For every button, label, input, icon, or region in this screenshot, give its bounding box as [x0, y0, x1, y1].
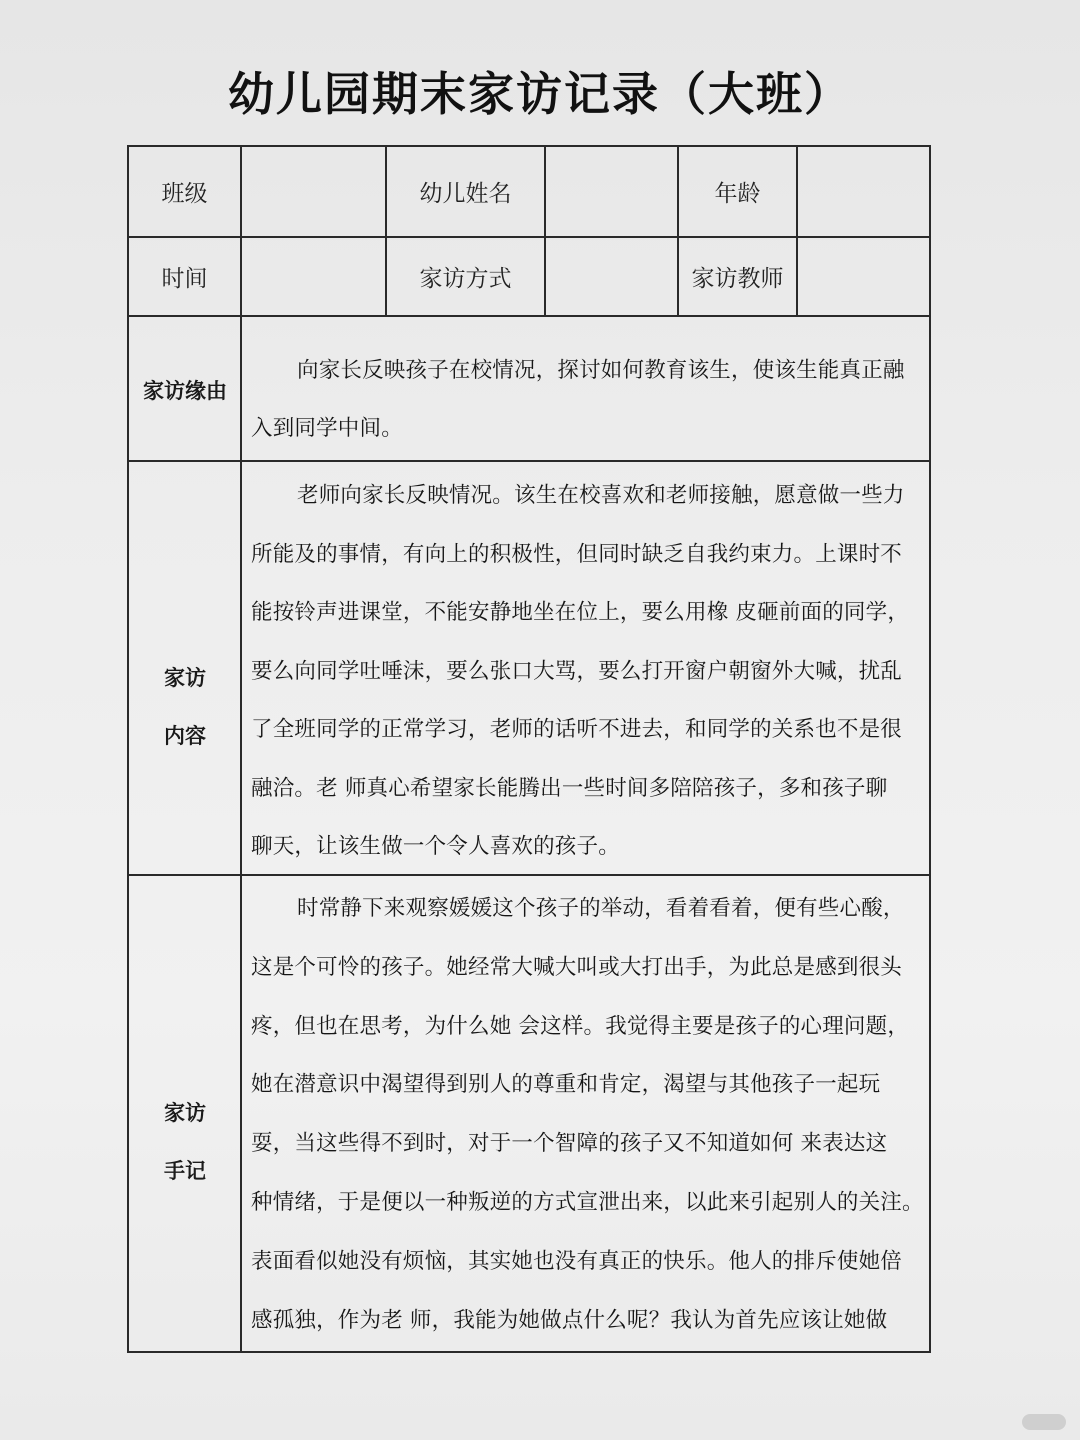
- notes-line: 耍，当这些得不到时，对于一个智障的孩子又不知道如何 来表达这: [251, 1131, 888, 1157]
- child-name-value-cell[interactable]: [546, 147, 677, 236]
- visit-method-value-cell[interactable]: [546, 238, 677, 315]
- reason-line: 入到同学中间。: [251, 416, 403, 441]
- visit-record-table: [127, 145, 931, 1353]
- content-label-line: 家访: [164, 666, 206, 690]
- reason-line: 向家长反映孩子在校情况，探讨如何教育该生，使该生能真正融: [297, 358, 905, 383]
- content-line: 所能及的事情，有向上的积极性，但同时缺乏自我约束力。上课时不: [251, 541, 903, 567]
- notes-label-line: 手记: [164, 1159, 206, 1183]
- notes-line: 种情绪，于是便以一种叛逆的方式宣泄出来，以此来引起别人的关注。: [251, 1189, 924, 1215]
- notes-label: [129, 1084, 241, 1200]
- time-value-cell[interactable]: [242, 238, 385, 315]
- content-label: [129, 649, 241, 765]
- notes-line: 她在潜意识中渴望得到别人的尊重和肯定，渴望与其他孩子一起玩: [251, 1072, 881, 1098]
- age-label: 年龄: [714, 181, 761, 207]
- row-divider: [129, 315, 929, 317]
- page-title: 幼儿园期末家访记录（大班）: [228, 67, 852, 121]
- visit-teacher-value-cell[interactable]: [798, 238, 929, 315]
- reason-label: 家访缘由: [143, 379, 227, 403]
- content-line: 融洽。老 师真心希望家长能腾出一些时间多陪陪孩子，多和孩子聊: [251, 775, 888, 801]
- class-value-cell[interactable]: [242, 147, 385, 236]
- notes-line: 时常静下来观察媛媛这个孩子的举动，看着看着，便有些心酸，: [297, 896, 905, 921]
- class-label: 班级: [161, 181, 208, 207]
- notes-line: 表面看似她没有烦恼，其实她也没有真正的快乐。他人的排斥使她倍: [251, 1248, 903, 1274]
- child-name-label: 幼儿姓名: [419, 181, 512, 207]
- age-value-cell[interactable]: [798, 147, 929, 236]
- notes-line: 疼，但也在思考，为什么她 会这样。我觉得主要是孩子的心理问题，: [251, 1013, 910, 1039]
- visit-teacher-label: 家访教师: [691, 266, 784, 292]
- visit-method-label: 家访方式: [419, 266, 512, 292]
- corner-tag: [1022, 1414, 1066, 1430]
- content-line: 了全班同学的正常学习，老师的话听不进去，和同学的关系也不是很: [251, 717, 903, 742]
- content-text: [251, 467, 927, 877]
- content-line: 聊天，让该生做一个令人喜欢的孩子。: [251, 834, 620, 859]
- content-line: 要么向同学吐唾沫，要么张口大骂，要么打开窗户朝窗外大喊，扰乱: [251, 658, 903, 684]
- time-label: 时间: [161, 266, 208, 292]
- notes-line: 感孤独，作为老 师，我能为她做点什么呢？我认为首先应该让她做: [251, 1307, 888, 1333]
- notes-label-line: 家访: [164, 1101, 206, 1125]
- content-line: 老师向家长反映情况。该生在校喜欢和老师接触，愿意做一些力: [297, 483, 905, 508]
- notes-line: 这是个可怜的孩子。她经常大喊大叫或大打出手，为此总是感到很头: [251, 954, 903, 980]
- content-line: 能按铃声进课堂，不能安静地坐在位上，要么用橡 皮砸前面的同学，: [251, 600, 910, 625]
- notes-text: [251, 880, 927, 1350]
- row-divider: [129, 460, 929, 462]
- content-label-line: 内容: [164, 724, 206, 748]
- reason-text: [251, 342, 927, 458]
